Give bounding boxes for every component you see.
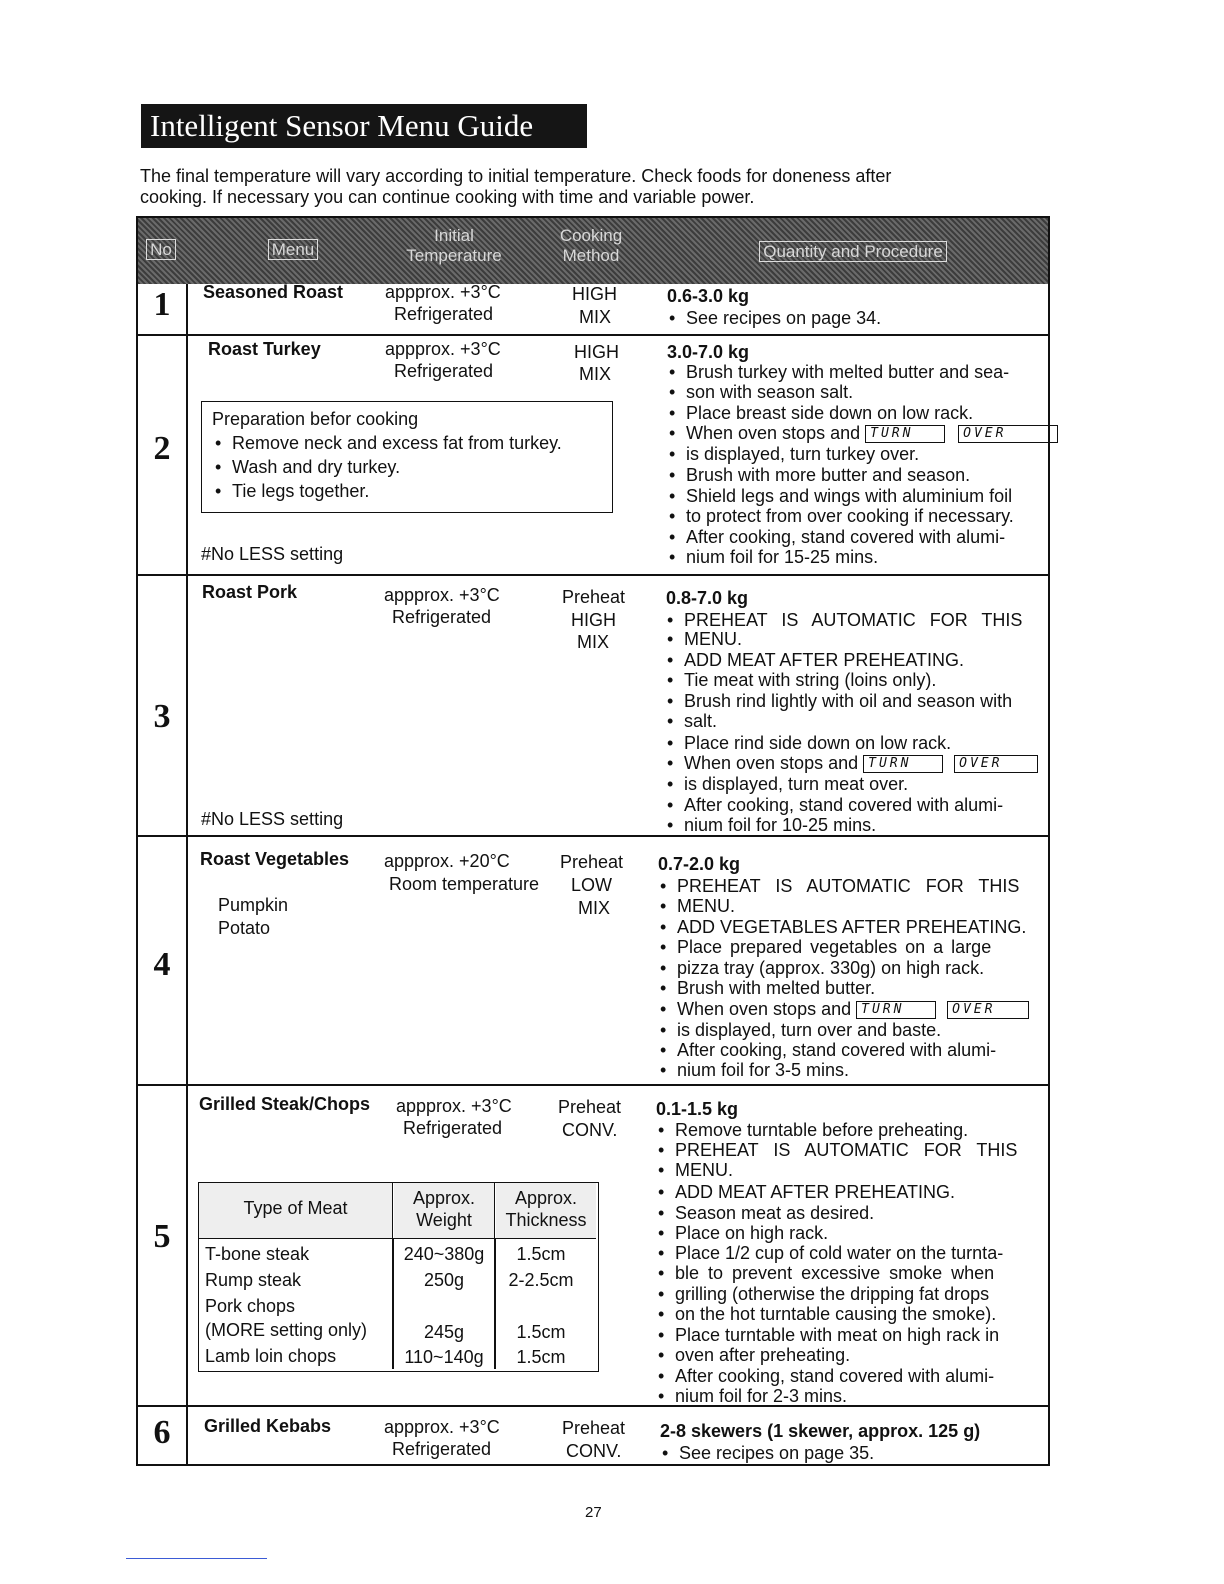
preparation-item: • Tie legs together.	[232, 481, 369, 501]
meat-table-header: Approx. Thickness	[496, 1183, 596, 1239]
procedure-item: • ADD MEAT AFTER PREHEATING.	[684, 650, 964, 670]
procedure-item: • See recipes on page 35.	[679, 1443, 874, 1463]
vegetable-item: Potato	[218, 918, 271, 938]
procedure-item-cont: • pizza tray (approx. 330g) on high rack.	[677, 958, 984, 978]
method: CONV.	[562, 1120, 618, 1140]
meat-table	[198, 1182, 599, 1372]
row-number: 1	[153, 286, 171, 323]
procedure-item: • ADD VEGETABLES AFTER PREHEATING.	[677, 917, 1026, 937]
meat-type: Rump steak	[205, 1270, 302, 1290]
procedure-item-cont: • MENU.	[675, 1160, 733, 1180]
preparation-title: Preparation befor cooking	[212, 409, 419, 429]
procedure-item-cont: • is displayed, turn turkey over.	[686, 444, 919, 464]
procedure-item: • Place turntable with meat on high rack in	[675, 1325, 999, 1345]
method: Preheat	[562, 1418, 626, 1438]
vegetable-item: Pumpkin	[218, 895, 289, 915]
procedure-item-cont: • is displayed, turn over and baste.	[677, 1020, 941, 1040]
method: CONV.	[566, 1441, 622, 1461]
temperature-state: Refrigerated	[392, 1439, 492, 1459]
header-no: No	[146, 239, 176, 260]
turn-display: TURN	[865, 425, 945, 443]
header-temperature: Initial Temperature	[406, 226, 502, 265]
menu-name: Seasoned Roast	[203, 282, 344, 302]
procedure-item: • After cooking, stand covered with alumi-	[686, 527, 1005, 547]
meat-type: Pork chops	[205, 1296, 296, 1316]
procedure-item-cont: • son with season salt.	[686, 382, 853, 402]
procedure-item-cont: • to protect from over cooking if necessary.	[686, 506, 1014, 526]
procedure-item: • After cooking, stand covered with alumi-	[675, 1366, 994, 1386]
row-number: 2	[153, 430, 171, 467]
procedure-item-cont: • oven after preheating.	[675, 1345, 850, 1365]
procedure-item-cont: • nium foil for 15-25 mins.	[686, 547, 878, 567]
row-divider	[138, 1084, 1048, 1086]
over-display: OVER	[947, 1001, 1029, 1019]
procedure-item-cont: • grilling (otherwise the dripping fat drops	[675, 1284, 989, 1304]
menu-name: Roast Pork	[202, 582, 298, 602]
procedure-item: • After cooking, stand covered with alumi-	[677, 1040, 996, 1060]
quantity: 0.6-3.0 kg	[667, 286, 750, 306]
temperature-state: Room temperature	[389, 874, 540, 894]
procedure-item: • PREHEAT IS AUTOMATIC FOR THIS	[675, 1140, 1017, 1160]
intro-line-2: cooking. If necessary you can continue cooking with time and variable power.	[140, 187, 755, 207]
table-header	[138, 218, 1048, 284]
menu-guide-table	[136, 216, 1050, 1466]
procedure-item-cont: • ble to prevent excessive smoke when	[675, 1263, 994, 1283]
temperature: appprox. +3°C	[384, 1417, 500, 1437]
method: Preheat	[562, 587, 626, 607]
header-quantity: Quantity and Procedure	[759, 241, 947, 262]
method: MIX	[578, 898, 611, 918]
meat-weight: 245g	[423, 1322, 465, 1342]
setting-note: #No LESS setting	[201, 544, 344, 564]
method: LOW	[571, 875, 613, 895]
procedure-item: • PREHEAT IS AUTOMATIC FOR THIS	[677, 876, 1019, 896]
procedure-item-cont: • nium foil for 3-5 mins.	[677, 1060, 849, 1080]
procedure-item: • ADD MEAT AFTER PREHEATING.	[675, 1182, 955, 1202]
meat-table-header: Approx. Weight	[394, 1183, 495, 1239]
procedure-item: • Place 1/2 cup of cold water on the turnta-	[675, 1243, 1003, 1263]
quantity: 2-8 skewers (1 skewer, approx. 125 g)	[660, 1421, 981, 1441]
meat-table-header: Type of Meat	[199, 1183, 393, 1239]
meat-thickness: 1.5cm	[516, 1347, 566, 1367]
preparation-box	[201, 401, 613, 513]
method: Preheat	[558, 1097, 622, 1117]
meat-weight: 240~380g	[403, 1244, 485, 1264]
quantity: 0.7-2.0 kg	[658, 854, 741, 874]
procedure-item-cont: • is displayed, turn meat over.	[684, 774, 908, 794]
method: HIGH	[574, 342, 619, 362]
meat-type: (MORE setting only)	[205, 1320, 368, 1340]
temperature-state: Refrigerated	[394, 361, 494, 381]
temperature-state: Refrigerated	[392, 607, 492, 627]
procedure-item-cont: • on the hot turntable causing the smoke).	[675, 1304, 996, 1324]
over-display: OVER	[958, 425, 1058, 443]
procedure-item-cont: • nium foil for 10-25 mins.	[684, 815, 876, 835]
meat-thickness: 1.5cm	[516, 1244, 566, 1264]
meat-thickness: 1.5cm	[516, 1322, 566, 1342]
procedure-item-cont: • MENU.	[677, 896, 735, 916]
procedure-item: • When oven stops and TURN OVER	[686, 423, 1058, 443]
quantity: 0.8-7.0 kg	[666, 588, 749, 608]
row-divider	[138, 334, 1048, 336]
temperature: appprox. +3°C	[385, 282, 501, 302]
quantity: 3.0-7.0 kg	[667, 342, 750, 362]
procedure-item: • Brush with melted butter.	[677, 978, 875, 998]
method: MIX	[579, 364, 612, 384]
quantity: 0.1-1.5 kg	[656, 1099, 739, 1119]
procedure-item: • Season meat as desired.	[675, 1203, 874, 1223]
row-divider	[138, 835, 1048, 837]
procedure-item: • Tie meat with string (loins only).	[684, 670, 936, 690]
procedure-item-cont: • MENU.	[684, 629, 742, 649]
preparation-item: • Wash and dry turkey.	[232, 457, 400, 477]
method: Preheat	[560, 852, 624, 872]
row-number: 3	[153, 698, 171, 735]
row-number: 6	[153, 1414, 171, 1451]
procedure-item: • When oven stops and TURN OVER	[677, 999, 1029, 1019]
menu-name: Grilled Steak/Chops	[199, 1094, 371, 1114]
procedure-item: • See recipes on page 34.	[686, 308, 881, 328]
method: HIGH	[571, 610, 616, 630]
procedure-item: • When oven stops and TURN OVER	[684, 753, 1038, 773]
row-divider	[138, 1405, 1048, 1407]
page-title: Intelligent Sensor Menu Guide	[141, 104, 587, 148]
temperature-state: Refrigerated	[403, 1118, 503, 1138]
procedure-item: • PREHEAT IS AUTOMATIC FOR THIS	[684, 610, 1022, 630]
turn-display: TURN	[863, 755, 943, 773]
row-number: 5	[153, 1218, 171, 1255]
procedure-item: • Place on high rack.	[675, 1223, 828, 1243]
procedure-item: • Place breast side down on low rack.	[686, 403, 973, 423]
temperature: appprox. +3°C	[385, 339, 501, 359]
row-divider	[138, 574, 1048, 576]
over-display: OVER	[954, 755, 1038, 773]
setting-note: #No LESS setting	[201, 809, 344, 829]
procedure-item-cont: • salt.	[684, 711, 717, 731]
meat-weight: 250g	[423, 1270, 465, 1290]
meat-type: T-bone steak	[205, 1244, 310, 1264]
page-number: 27	[585, 1504, 602, 1521]
temperature: appprox. +20°C	[384, 851, 510, 871]
procedure-item: • Brush turkey with melted butter and sea-	[686, 362, 1009, 382]
method: HIGH	[572, 284, 617, 304]
meat-thickness: 2-2.5cm	[508, 1270, 574, 1290]
temperature-state: Refrigerated	[394, 304, 494, 324]
procedure-item-cont: • nium foil for 2-3 mins.	[675, 1386, 847, 1406]
header-method: Cooking Method	[559, 226, 623, 265]
header-menu: Menu	[268, 239, 319, 260]
procedure-item: • Brush rind lightly with oil and season with	[684, 691, 1012, 711]
method: MIX	[577, 632, 610, 652]
menu-name: Grilled Kebabs	[204, 1416, 332, 1436]
row-number: 4	[153, 946, 171, 983]
temperature: appprox. +3°C	[384, 585, 500, 605]
procedure-item: • After cooking, stand covered with alumi-	[684, 795, 1003, 815]
procedure-item: • Shield legs and wings with aluminium foil	[686, 486, 1012, 506]
turn-display: TURN	[856, 1001, 936, 1019]
temperature: appprox. +3°C	[396, 1096, 512, 1116]
method: MIX	[579, 307, 612, 327]
menu-name: Roast Turkey	[208, 339, 321, 359]
intro-line-1: The final temperature will vary according to initial temperature. Check foods for doneness after	[140, 166, 892, 186]
procedure-item: • Brush with more butter and season.	[686, 465, 970, 485]
meat-type: Lamb loin chops	[205, 1346, 337, 1366]
menu-name: Roast Vegetables	[200, 849, 350, 869]
procedure-item: • Place prepared vegetables on a large	[677, 937, 991, 957]
footer-rule	[126, 1558, 267, 1559]
preparation-item: • Remove neck and excess fat from turkey.	[232, 433, 562, 453]
meat-weight: 110~140g	[404, 1347, 484, 1367]
procedure-item: • Place rind side down on low rack.	[684, 733, 951, 753]
procedure-item: • Remove turntable before preheating.	[675, 1120, 968, 1140]
